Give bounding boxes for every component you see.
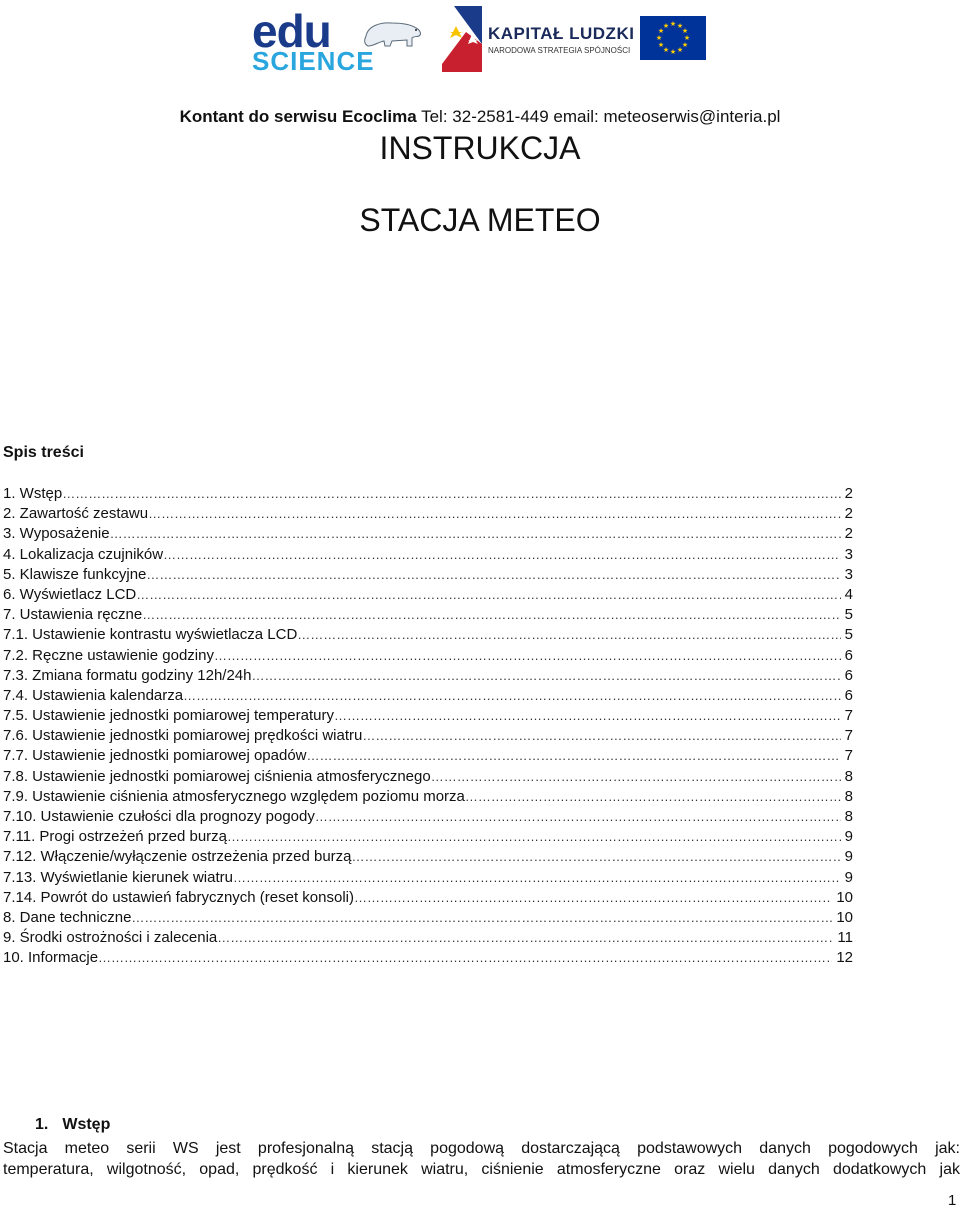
- toc-item-label: 7.6. Ustawienie jednostki pomiarowej prędkości wiatru: [3, 727, 363, 745]
- toc-item-page: 6: [844, 686, 853, 704]
- toc-item[interactable]: [3, 787, 853, 807]
- intro-paragraph: [3, 1138, 960, 1180]
- toc-item-page: 6: [844, 646, 853, 664]
- toc-leader: [227, 827, 841, 847]
- toc-leader: [431, 767, 841, 787]
- toc-item-page: 10: [836, 888, 853, 906]
- toc-item-label: 7.14. Powrót do ustawień fabrycznych (reset konsoli): [3, 888, 354, 906]
- svg-text:★: ★: [676, 22, 684, 30]
- toc-item-label: 9. Środki ostrożności i zalecenia: [3, 929, 218, 947]
- toc-leader: [315, 807, 841, 827]
- kapital-ludzki-subtitle: NARODOWA STRATEGIA SPÓJNOŚCI: [488, 46, 631, 55]
- toc-item-page: 11: [837, 929, 853, 947]
- toc-item[interactable]: [3, 908, 853, 928]
- svg-text:★: ★: [669, 20, 677, 28]
- toc-item-page: 2: [844, 525, 853, 543]
- toc-item-label: 3. Wyposażenie: [3, 525, 110, 543]
- toc-item-label: 7.3. Zmiana formatu godziny 12h/24h: [3, 666, 252, 684]
- svg-text:★: ★: [669, 48, 677, 56]
- toc-leader: [110, 524, 841, 544]
- toc-item-label: 7.10. Ustawienie czułości dla prognozy pogody: [3, 808, 315, 825]
- eduscience-logo: [250, 4, 430, 76]
- toc-item[interactable]: [3, 625, 853, 645]
- svg-text:★: ★: [655, 34, 663, 42]
- toc-item[interactable]: [3, 807, 853, 827]
- toc-item[interactable]: [3, 888, 853, 908]
- toc-item-page: 8: [844, 767, 853, 785]
- contact-label: Kontant do serwisu Ecoclima: [179, 107, 417, 126]
- toc-item-page: 3: [844, 565, 853, 583]
- toc-item[interactable]: [3, 726, 853, 746]
- toc-item-label: 7.11. Progi ostrzeżeń przed burzą: [3, 828, 228, 846]
- toc-item-label: 4. Lokalizacja czujników: [3, 545, 164, 563]
- toc-leader: [362, 726, 840, 746]
- toc-item-label: 2. Zawartość zestawu: [3, 505, 149, 523]
- toc-item-page: 10: [836, 908, 853, 926]
- toc-leader: [142, 605, 840, 625]
- toc-item-label: 7.1. Ustawienie kontrastu wyświetlacza LCD: [3, 626, 298, 644]
- toc-item-page: 6: [844, 666, 853, 684]
- toc-item-page: 2: [844, 505, 853, 523]
- toc-item[interactable]: [3, 605, 853, 625]
- svg-text:★: ★: [681, 41, 689, 49]
- toc-leader: [214, 646, 841, 666]
- toc-item-page: 5: [844, 626, 853, 644]
- toc-item-page: 5: [844, 606, 853, 624]
- toc-item[interactable]: [3, 868, 853, 888]
- contact-details: Tel: 32-2581-449 email: meteoserwis@interia.pl: [416, 107, 781, 126]
- polar-bear-icon: [362, 14, 424, 48]
- toc-leader: [297, 625, 840, 645]
- toc-item[interactable]: [3, 585, 853, 605]
- toc-leader: [98, 948, 832, 968]
- toc-leader: [148, 504, 841, 524]
- toc-item-page: 4: [844, 585, 853, 603]
- toc-item-label: 7.8. Ustawienie jednostki pomiarowej ciśnienia atmosferycznego: [3, 767, 431, 785]
- toc-item-label: 7.5. Ustawienie jednostki pomiarowej temperatury: [3, 707, 334, 725]
- toc-item-label: 7.12. Włączenie/wyłączenie ostrzeżenia przed burzą: [3, 848, 352, 866]
- toc-item-page: 7: [844, 747, 853, 765]
- kapital-ludzki-text: [488, 24, 634, 55]
- eu-flag-icon: [640, 16, 706, 60]
- toc-item-page: 9: [844, 828, 853, 846]
- toc-item-page: 7: [844, 707, 853, 725]
- toc-item[interactable]: [3, 545, 853, 565]
- toc-leader: [307, 746, 841, 766]
- section-heading: [35, 1116, 110, 1134]
- toc-item[interactable]: [3, 827, 853, 847]
- toc-item[interactable]: [3, 706, 853, 726]
- toc-item-label: 7.4. Ustawienia kalendarza: [3, 686, 184, 704]
- toc-leader: [251, 666, 840, 686]
- toc-item-label: 7.7. Ustawienie jednostki pomiarowej opadów: [3, 747, 307, 765]
- toc-item-label: 6. Wyświetlacz LCD: [3, 585, 137, 603]
- toc-leader: [233, 868, 841, 888]
- svg-text:★: ★: [683, 34, 691, 42]
- toc-item-page: 2: [844, 485, 853, 502]
- svg-text:★: ★: [662, 22, 670, 30]
- svg-text:★: ★: [662, 46, 670, 54]
- toc-item-page: 9: [844, 848, 853, 866]
- science-logo-text: SCIENCE: [252, 46, 375, 76]
- toc-item-label: 7.9. Ustawienie ciśnienia atmosferycznego względem poziomu morza: [3, 787, 465, 805]
- document-title: INSTRUKCJA: [379, 130, 581, 166]
- toc-item[interactable]: [3, 847, 853, 867]
- section-number: 1.: [35, 1116, 49, 1133]
- service-contact: [0, 107, 960, 127]
- toc-item-page: 9: [844, 868, 853, 886]
- toc-item-label: 7. Ustawienia ręczne: [3, 606, 143, 624]
- toc-item-page: 8: [844, 808, 853, 825]
- toc-item-label: 10. Informacje: [3, 949, 99, 967]
- toc-item-label: 1. Wstęp: [3, 485, 63, 502]
- toc-item[interactable]: [3, 504, 853, 524]
- toc-leader: [217, 928, 833, 948]
- toc-item-page: 7: [844, 727, 853, 745]
- toc-leader: [354, 888, 832, 908]
- toc-item-label: 7.2. Ręczne ustawienie godziny: [3, 646, 214, 664]
- toc-item-label: 7.13. Wyświetlanie kierunek wiatru: [3, 868, 233, 886]
- toc-item[interactable]: [3, 767, 853, 787]
- toc-item[interactable]: [3, 666, 853, 686]
- header-logos: [250, 4, 710, 76]
- page-number: 1: [948, 1192, 957, 1209]
- toc-item[interactable]: [3, 484, 853, 504]
- toc-item[interactable]: [3, 524, 853, 544]
- toc-item-page: 8: [844, 787, 853, 805]
- svg-text:★: ★: [676, 46, 684, 54]
- toc-leader: [131, 908, 832, 928]
- toc-item-page: 3: [844, 545, 853, 563]
- table-of-contents: [3, 484, 853, 969]
- toc-leader: [146, 565, 840, 585]
- svg-text:★: ★: [657, 41, 665, 49]
- toc-item[interactable]: [3, 928, 853, 948]
- toc-heading: Spis treści: [3, 444, 84, 461]
- toc-leader: [136, 585, 840, 605]
- toc-leader: [334, 706, 841, 726]
- toc-item[interactable]: [3, 646, 853, 666]
- kapital-ludzki-title: KAPITAŁ LUDZKI: [488, 24, 635, 43]
- toc-leader: [163, 545, 841, 565]
- toc-leader: [62, 484, 840, 504]
- document-subtitle: STACJA METEO: [359, 202, 601, 238]
- toc-item-label: 5. Klawisze funkcyjne: [3, 565, 147, 583]
- toc-leader: [465, 787, 841, 807]
- paragraph-line: Stacja meteo serii WS jest profesjonalną stacją pogodową dostarczającą podstawowych danych pogodowych jak:: [3, 1140, 960, 1157]
- toc-leader: [183, 686, 841, 706]
- toc-item[interactable]: [3, 686, 853, 706]
- toc-item[interactable]: [3, 565, 853, 585]
- svg-text:★: ★: [681, 27, 689, 35]
- paragraph-line: temperatura, wilgotność, opad, prędkość i kierunek wiatru, ciśnienie atmosferyczne oraz wielu danych dodatkowych jak: [3, 1161, 960, 1178]
- toc-item[interactable]: [3, 746, 853, 766]
- edu-logo-text: edu: [252, 5, 331, 57]
- toc-item-page: 12: [836, 949, 853, 967]
- toc-leader: [352, 847, 841, 867]
- svg-text:★: ★: [657, 27, 665, 35]
- toc-item[interactable]: [3, 948, 853, 968]
- section-title: Wstęp: [62, 1116, 111, 1133]
- kapital-ludzki-icon: [432, 4, 486, 74]
- toc-item-label: 8. Dane techniczne: [3, 908, 132, 926]
